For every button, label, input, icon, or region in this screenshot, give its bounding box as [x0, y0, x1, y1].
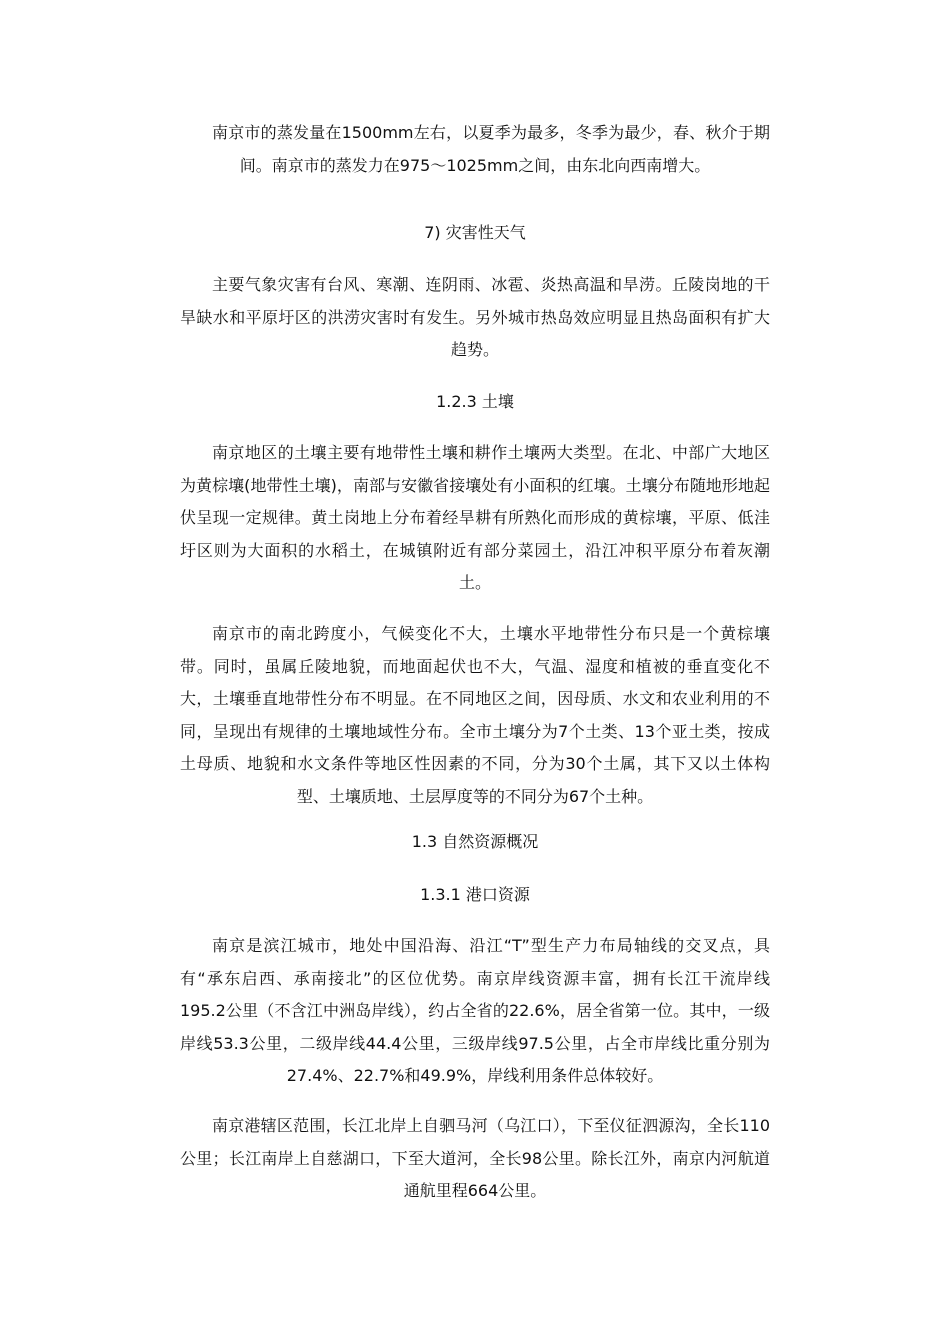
paragraph-port-location: 南京是滨江城市，地处中国沿海、沿江“T”型生产力布局轴线的交叉点，具有“承东启西、承南接北”的区位优势。南京岸线资源丰富，拥有长江干流岸线195.2公里（不含江中洲岛岸线），约占全省的22.6%，居全省第一位。其中，一级岸线53.3公里，二级岸线44.4公里，三级岸线97.5公里，占全市岸线比重分别为27.4%、22.7%和49.9%，岸线利用条件总体较好。: [180, 936, 770, 1085]
paragraph-port-area: 南京港辖区范围，长江北岸上自驷马河（乌江口），下至仪征泗源沟，全长110公里；长江南岸上自慈湖口，下至大道河，全长98公里。除长江外，南京内河航道通航里程664公里。: [180, 1116, 770, 1200]
heading-natural-resources: 1.3 自然资源概况: [411, 832, 539, 851]
paragraph-soil-distribution: 南京市的南北跨度小，气候变化不大，土壤水平地带性分布只是一个黄棕壤带。同时，虽属丘陵地貌，而地面起伏也不大，气温、湿度和植被的垂直变化不大，土壤垂直地带性分布不明显。在不同地区之间，因母质、水文和农业利用的不同，呈现出有规律的土壤地域性分布。全市土壤分为7个土类、13个亚土类，按成土母质、地貌和水文条件等地区性因素的不同，分为30个土属，其下又以土体构型、土壤质地、土层厚度等的不同分为67个土种。: [180, 624, 770, 806]
heading-port-resources: 1.3.1 港口资源: [420, 885, 530, 904]
paragraph-disaster-weather: 主要气象灾害有台风、寒潮、连阴雨、冰雹、炎热高温和旱涝。丘陵岗地的干旱缺水和平原圩区的洪涝灾害时有发生。另外城市热岛效应明显且热岛面积有扩大趋势。: [180, 275, 770, 359]
paragraph-soil-types: 南京地区的土壤主要有地带性土壤和耕作土壤两大类型。在北、中部广大地区为黄棕壤(地带性土壤)，南部与安徽省接壤处有小面积的红壤。土壤分布随地形地起伏呈现一定规律。黄土岗地上分布着经旱耕有所熟化而形成的黄棕壤，平原、低洼圩区则为大面积的水稻土，在城镇附近有部分菜园土，沿江冲积平原分布着灰潮土。: [180, 443, 770, 592]
heading-soil: 1.2.3 土壤: [436, 392, 514, 411]
paragraph-evaporation: 南京市的蒸发量在1500mm左右，以夏季为最多，冬季为最少，春、秋介于期间。南京市的蒸发力在975～1025mm之间，由东北向西南增大。: [212, 123, 770, 175]
heading-disaster-weather: 7) 灾害性天气: [424, 223, 526, 242]
